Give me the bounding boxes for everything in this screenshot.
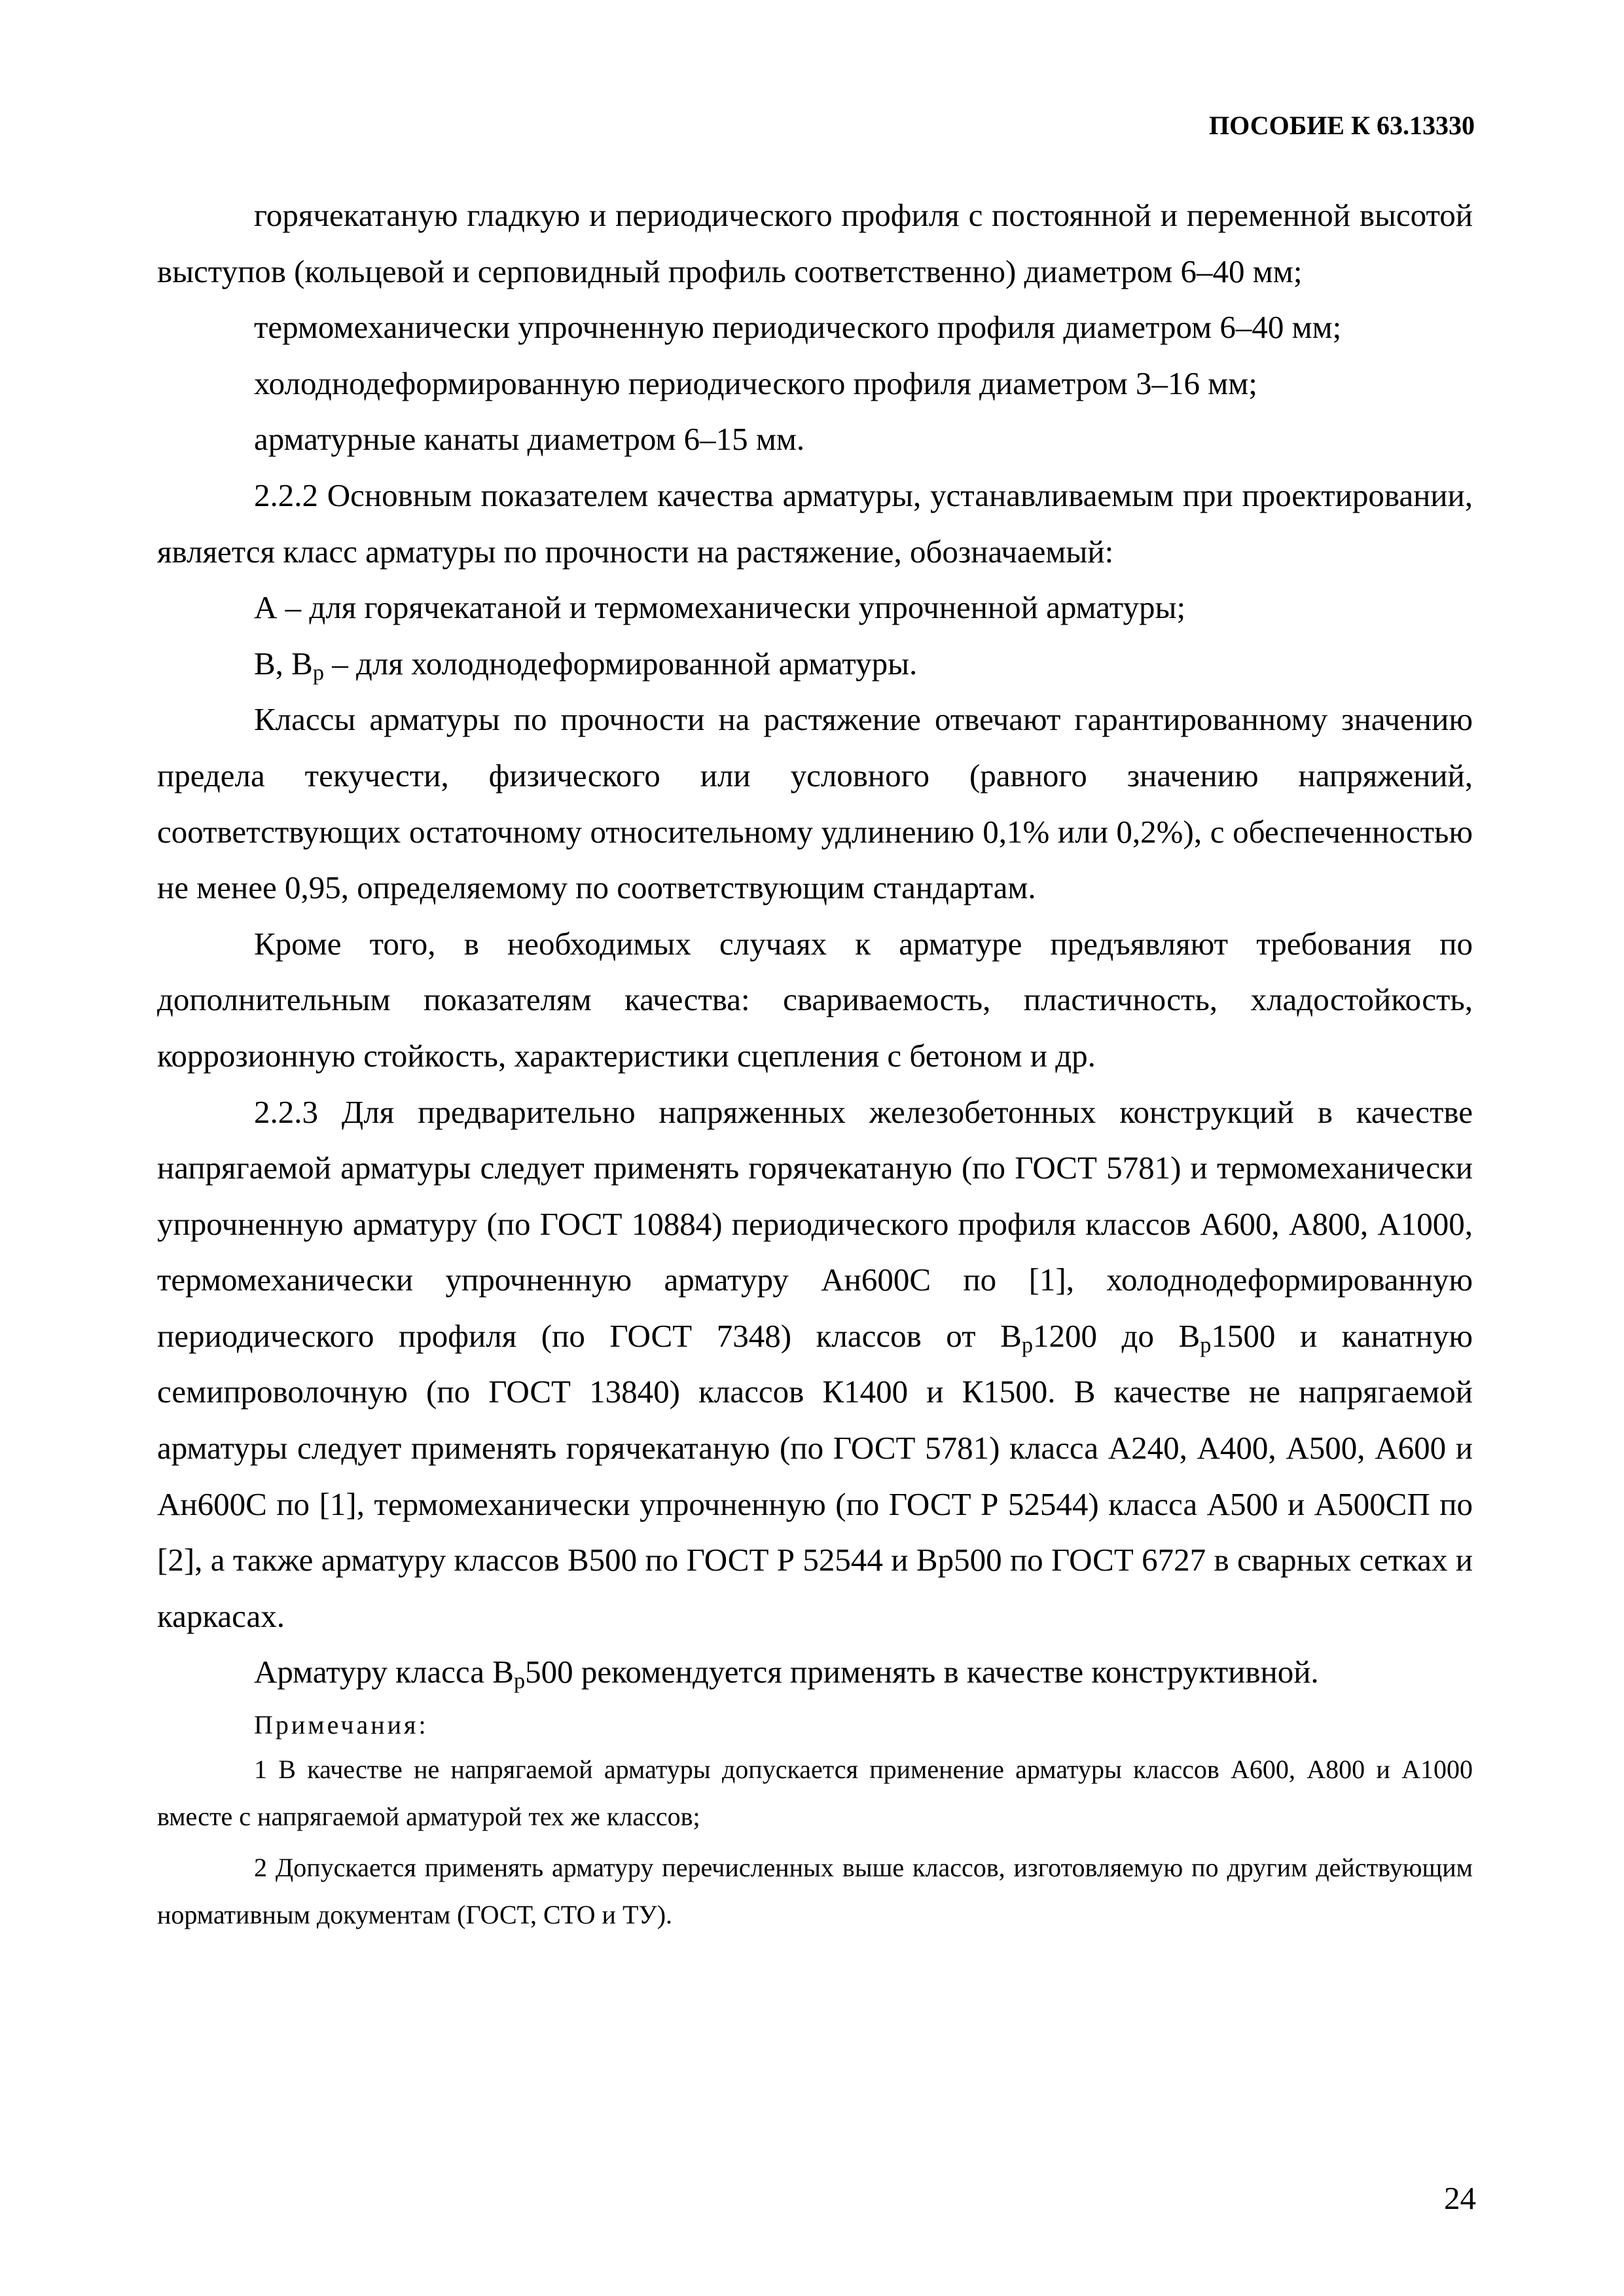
subscript: р	[1200, 1332, 1212, 1358]
document-header: ПОСОБИЕ К 63.13330	[1209, 111, 1475, 140]
paragraph: А – для горячекатаной и термомеханически упрочненной арматуры;	[254, 589, 1186, 626]
notes-heading: Примечания:	[254, 1710, 429, 1740]
subscript: р	[513, 1669, 526, 1694]
text: В, В	[254, 645, 313, 682]
document-body	[157, 187, 1473, 1939]
subscript: р	[312, 660, 325, 685]
paragraph: Классы арматуры по прочности на растяжение отвечают гарантированному значению предела текучести, физического или условного (равного значению напряжений, соответствующих остаточному относительному удлинению 0,1% или 0,2%), с обеспеченностью не менее 0,95, определяемому по соответствующим стандартам.	[157, 701, 1473, 906]
paragraph-2-2-3	[157, 1084, 1473, 1645]
text: 500 рекомендуется применять в качестве конструктивной.	[525, 1654, 1319, 1690]
text: 2.2.3 Для предварительно напряженных железобетонных конструкций в качестве напрягаемой арматуры следует применять горячекатаную (по ГОСТ 5781) и термомеханически упрочненную арматуру (по ГОСТ 10884) периодического профиля классов А600, А800, А1000, термомеханически упрочненную арматуру Ан600С по [1], холоднодеформированную периодического профиля (по ГОСТ 7348) классов от В	[157, 1093, 1473, 1354]
subscript: р	[1021, 1332, 1033, 1358]
paragraph-2-2-2: 2.2.2 Основным показателем качества арматуры, устанавливаемым при проектировании, является класс арматуры по прочности на растяжение, обозначаемый:	[157, 477, 1473, 570]
note-item: 1 В качестве не напрягаемой арматуры допускается применение арматуры классов А600, А800 и А1000 вместе с напрягаемой арматурой тех же классов;	[157, 1755, 1473, 1832]
text: 1200 до В	[1032, 1317, 1200, 1354]
paragraph: арматурные канаты диаметром 6–15 мм.	[254, 421, 805, 458]
paragraph	[157, 636, 1473, 692]
text: – для холоднодеформированной арматуры.	[324, 645, 918, 682]
page-number: 24	[1444, 2180, 1476, 2216]
text: 1500 и канатную семипроволочную (по ГОСТ 13840) классов К1400 и К1500. В качестве не напрягаемой арматуры следует применять горячекатаную (по ГОСТ 5781) класса А240, А400, А500, А600 и Ан600С по [1], термомеханически упрочненную (по ГОСТ Р 52544) класса А500 и А500СП по [2], а также арматуру классов В500 по ГОСТ Р 52544 и Вр500 по ГОСТ 6727 в сварных сетках и каркасах.	[157, 1317, 1473, 1634]
note-item: 2 Допускается применять арматуру перечисленных выше классов, изготовляемую по другим действующим нормативным документам (ГОСТ, СТО и ТУ).	[157, 1853, 1473, 1930]
paragraph	[157, 1644, 1473, 1700]
paragraph: Кроме того, в необходимых случаях к арматуре предъявляют требования по дополнительным показателям качества: свариваемость, пластичность, хладостойкость, коррозионную стойкость, характеристики сцепления с бетоном и др.	[157, 925, 1473, 1074]
paragraph: горячекатаную гладкую и периодического профиля с постоянной и переменной высотой выступов (кольцевой и серповидный профиль соответственно) диаметром 6–40 мм;	[157, 197, 1473, 289]
text: Арматуру класса В	[254, 1654, 514, 1690]
paragraph: термомеханически упрочненную периодического профиля диаметром 6–40 мм;	[254, 309, 1342, 346]
paragraph: холоднодеформированную периодического профиля диаметром 3–16 мм;	[254, 365, 1257, 401]
